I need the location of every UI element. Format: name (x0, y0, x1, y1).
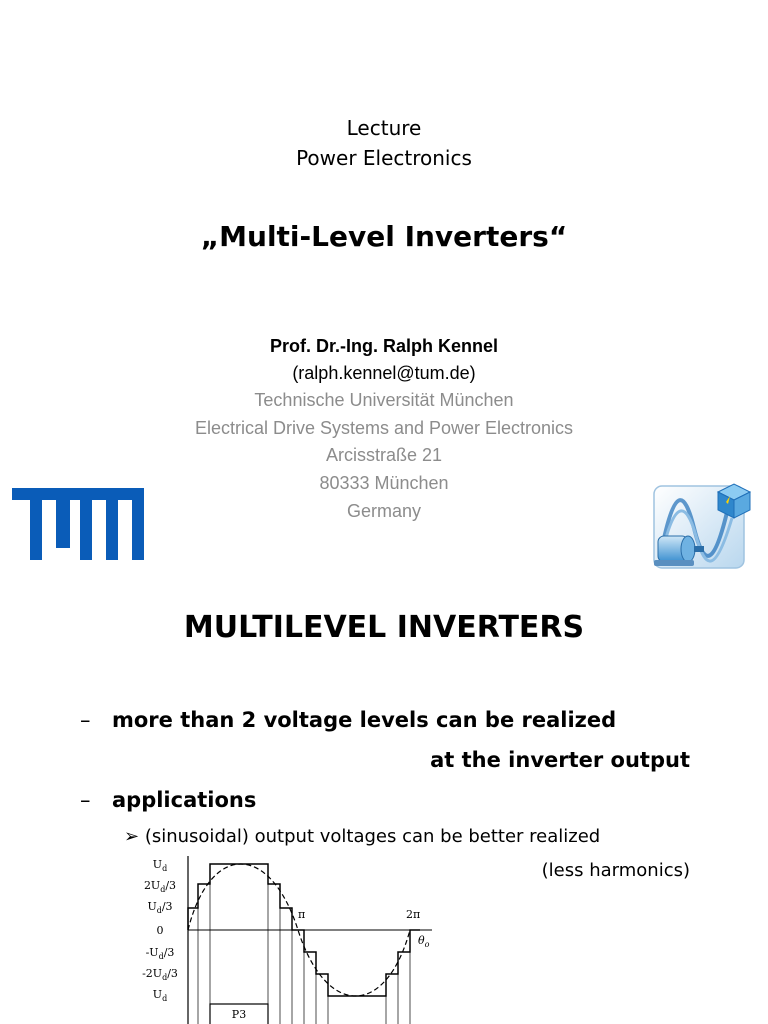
y-axis-labels (142, 858, 178, 1003)
slide2-title: MULTILEVEL INVERTERS (183, 610, 585, 645)
bullet-1-text: more than 2 voltage levels can be realized (112, 708, 617, 732)
y-label-zero: 0 (156, 924, 164, 937)
theta-label: $\theta_o$ (418, 934, 430, 949)
drive-systems-logo (648, 478, 756, 578)
course-title: Power Electronics (296, 146, 472, 170)
address-street: Arcisstraße 21 (325, 445, 443, 465)
bullet-2-text: applications (112, 788, 257, 812)
arrow-bullet-icon: ➢ (124, 826, 140, 847)
y-label-ud-top: $U_d$ (152, 858, 168, 873)
y-label-ud-bottom: $U_d$ (152, 988, 168, 1003)
sub-bullet-text: (sinusoidal) output voltages can be better realized (144, 826, 601, 847)
pulse-p3-label: P3 (231, 1008, 247, 1021)
sub-bullet (124, 826, 600, 847)
tum-logo (12, 488, 144, 560)
author-name: Prof. Dr.-Ing. Ralph Kennel (269, 336, 498, 356)
department-name: Electrical Drive Systems and Power Electronics (194, 418, 574, 438)
pi-label: π (298, 908, 306, 921)
sub-bullet-note: (less harmonics) (541, 860, 690, 881)
y-label-neg-2ud3: $-2U_d/3$ (142, 967, 178, 982)
lecture-label: Lecture (346, 116, 422, 140)
slide-subtitle: „Multi-Level Inverters“ (200, 220, 568, 253)
two-pi-label: 2π (406, 908, 421, 921)
university-name: Technische Universität München (254, 390, 514, 410)
y-label-neg-ud3: $-U_d/3$ (145, 946, 175, 961)
author-email: (ralph.kennel@tum.de) (292, 363, 476, 383)
y-label-2ud3: $2U_d/3$ (143, 879, 177, 894)
y-label-ud3: $U_d/3$ (147, 900, 173, 915)
bullet-1-continuation: at the inverter output (430, 748, 690, 772)
address-city: 80333 München (319, 473, 449, 493)
address-country: Germany (346, 501, 422, 521)
multilevel-waveform-figure (140, 852, 450, 1024)
bullet-dash: – (80, 708, 91, 732)
bullet-dash: – (80, 788, 91, 812)
